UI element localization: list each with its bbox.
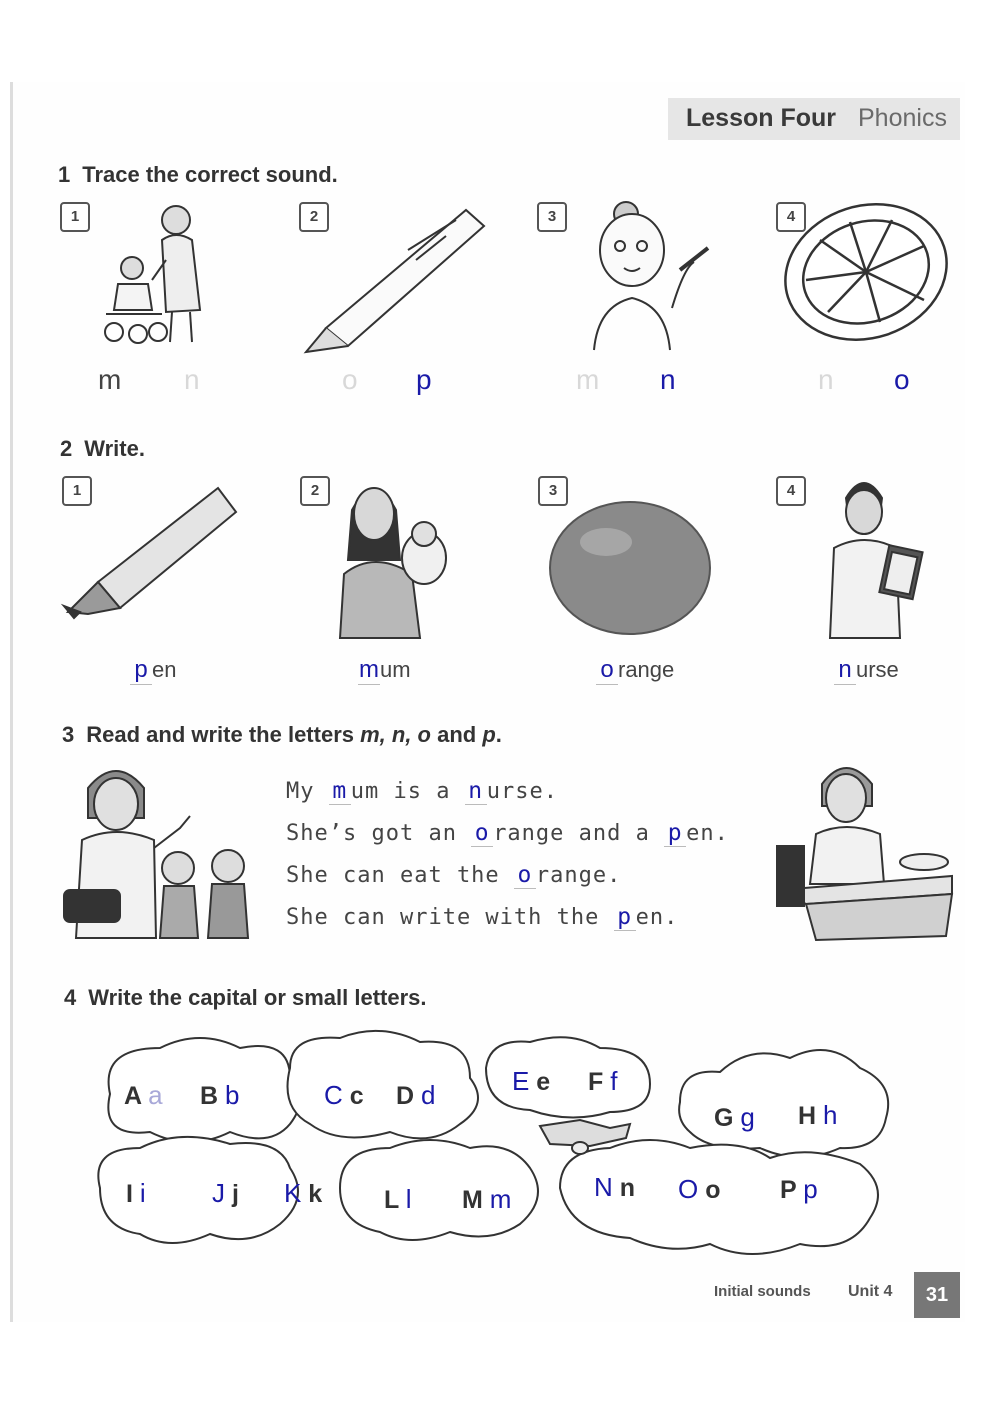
ex1-option-o[interactable]: o: [894, 364, 910, 395]
nurse-clipboard-illustration: [820, 468, 932, 640]
exercise-3-heading: 3 Read and write the letters m, n, o and p.: [62, 722, 502, 747]
letter-pair-Dd: D d: [396, 1080, 436, 1110]
letter-answer[interactable]: l: [405, 1184, 412, 1214]
ex3-sentence: She can eat the o range.: [286, 862, 622, 888]
ex2-word-nurse: n urse: [834, 656, 899, 685]
letter-pair-Cc: C c: [324, 1080, 364, 1110]
letter-pair-Ee: E e: [512, 1066, 551, 1096]
footer-topic: Initial sounds: [714, 1283, 811, 1300]
letter-pair-Ii: I i: [126, 1178, 146, 1208]
ex1-item-badge: 1: [60, 202, 90, 232]
letter-pair-Hh: H h: [798, 1100, 838, 1130]
ex2-answer-blank[interactable]: p: [130, 656, 152, 685]
ex2-answer-blank[interactable]: o: [596, 656, 618, 685]
ex1-item-badge: 2: [299, 202, 329, 232]
letter-answer[interactable]: K: [284, 1178, 302, 1208]
ex1-item-badge: 3: [537, 202, 567, 232]
ex3-blank[interactable]: m: [329, 778, 351, 805]
mother-baby-illustration: [334, 470, 452, 640]
letter-answer[interactable]: E: [512, 1066, 530, 1096]
lesson-title: Lesson Four: [686, 104, 837, 132]
letter-pair-Jj: J j: [212, 1178, 239, 1208]
letter-pair-Mm: M m: [462, 1184, 512, 1214]
ex2-word-mum: mum: [359, 656, 411, 683]
letter-pair-Nn: N n: [594, 1172, 636, 1202]
letter-pair-Ff: F f: [588, 1066, 618, 1096]
letter-answer[interactable]: g: [740, 1102, 755, 1132]
ex2-item-badge: 1: [62, 476, 92, 506]
letter-answer[interactable]: a: [148, 1080, 163, 1110]
ex1-option-m[interactable]: m: [98, 364, 122, 395]
letter-answer[interactable]: N: [594, 1172, 613, 1202]
mother-pushchair-illustration: [96, 200, 216, 350]
nurse-desk-illustration: [776, 754, 958, 942]
letter-answer[interactable]: b: [225, 1080, 240, 1110]
letter-answer[interactable]: h: [823, 1100, 838, 1130]
lesson-subtitle: Phonics: [858, 104, 947, 132]
letter-answer[interactable]: d: [421, 1080, 436, 1110]
ex1-option-p[interactable]: p: [416, 364, 432, 395]
ex1-option-o[interactable]: o: [342, 364, 358, 395]
letter-pair-Oo: O o: [678, 1174, 721, 1204]
ex3-blank[interactable]: o: [471, 820, 493, 847]
exercise-1-heading: 1 Trace the correct sound.: [58, 162, 338, 187]
orange-slice-illustration: [780, 200, 952, 350]
letter-pair-Kk: K k: [284, 1178, 323, 1208]
page-number: 31: [914, 1272, 960, 1318]
ex1-option-m[interactable]: m: [576, 364, 600, 395]
exercise-4-heading: 4 Write the capital or small letters.: [64, 985, 427, 1010]
letter-answer[interactable]: i: [139, 1178, 146, 1208]
pen-illustration: [58, 482, 240, 622]
nurse-thermometer-illustration: [584, 198, 714, 353]
ex2-word-orange: o range: [596, 656, 674, 685]
letter-pair-Gg: G g: [714, 1102, 755, 1132]
ex3-sentence: She can write with the p en.: [286, 904, 679, 930]
ex2-answer-blank[interactable]: m: [359, 656, 379, 683]
letter-answer[interactable]: m: [489, 1184, 512, 1214]
cloud-letters-background: [90, 1028, 900, 1264]
letter-pair-Bb: B b: [200, 1080, 240, 1110]
ex3-blank[interactable]: n: [465, 778, 487, 805]
letter-pair-Aa: A a: [124, 1080, 163, 1110]
footer-unit: Unit 4: [848, 1283, 893, 1300]
orange-illustration: [546, 498, 716, 638]
ex1-option-n[interactable]: n: [660, 364, 676, 395]
ex1-option-n[interactable]: n: [818, 364, 834, 395]
ex3-sentence: She’s got an o range and a p en.: [286, 820, 729, 846]
ex3-blank[interactable]: p: [664, 820, 686, 847]
ex2-item-badge: 3: [538, 476, 568, 506]
ex1-option-n[interactable]: n: [184, 364, 200, 395]
letter-pair-Ll: L l: [384, 1184, 412, 1214]
ex3-blank[interactable]: p: [614, 904, 636, 931]
letter-answer[interactable]: f: [610, 1066, 618, 1096]
pen-illustration: [296, 200, 496, 355]
ex2-item-badge: 2: [300, 476, 330, 506]
ex2-item-badge: 4: [776, 476, 806, 506]
letter-pair-Pp: P p: [780, 1174, 818, 1204]
letter-answer[interactable]: p: [803, 1174, 818, 1204]
ex3-sentence: My m um is a n urse.: [286, 778, 558, 804]
exercise-2-heading: 2 Write.: [60, 436, 145, 461]
ex2-word-pen: p en: [130, 656, 176, 685]
letter-answer[interactable]: O: [678, 1174, 699, 1204]
ex1-item-badge: 4: [776, 202, 806, 232]
mother-children-illustration: [60, 758, 256, 944]
ex3-blank[interactable]: o: [514, 862, 536, 889]
ex2-answer-blank[interactable]: n: [834, 656, 856, 685]
